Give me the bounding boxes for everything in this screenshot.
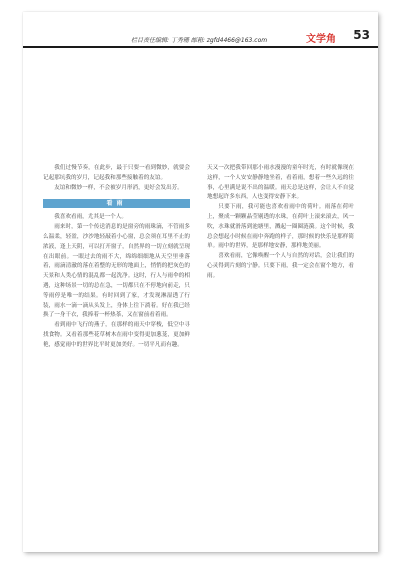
body-paragraph: 雨来时，第一个传送消息的是窗旁的雨珠滴，不管雨多么温柔，轻盈，沙沙地轻敲着小心窗，总会须在耳里不止的浓液，逢上天阴，可以打开窗子，自然界的一切立刻就呈现在出眼前。一眼过去的雨不大，绵绵细细地从天空里垂落着，雨滴清澈的落在着整的无形的地面上，悄悄的把灰色的天景和人类心情的混乱都一起洗净。这时，行人与雨伞的相遇，这种场景一切的总在急，一切都只在不停地向前走，只等雨停是唯一的结果。有时回到了家，才发现淋湿透了行装，雨水一滴一滴从头发上，身体上往下淌着。好在我已经换了一身干衣，我捧着一杯热茶，又在窗前看着雨。	[43, 224, 190, 319]
body-paragraph: 只要下雨，我可能也喜欢看雨中的荷叶。雨落在荷叶上，聚成一颗颗晶莹剔透的水珠，在荷叶上滚来滚去，风一吹，水珠就滑落到池塘里，溅起一圈圈涟漪。这个时候，我总会想起小时候在雨中奔跑的样子，那时候的快乐是那样简单。雨中的世界，是那样地安静，那样地美丽。	[207, 204, 354, 250]
editor-info: 栏目责任编辑: 丁秀珊 邮箱: zgfd4466@163.com	[131, 37, 268, 44]
body-paragraph: 看到雨中飞行的燕子，在那样的雨天中穿梭，低空中寻找食物。又看着那些花草树木在雨中变得更加葱茏，更加鲜艳，感觉雨中的世界比平时更加美好。一切平凡而有趣。	[43, 322, 190, 348]
section-heading: 看雨	[43, 199, 190, 208]
column-title: 文学角	[306, 34, 336, 45]
body-paragraph: 我喜欢看雨，尤其是一个人。	[54, 214, 127, 221]
body-paragraph: 天又一次把我带回那小雨水漫漫的童年时光，有时就像现在这样，一个人安安静静地坐着，看着雨，想着一些久远的往事，心里满是说不出的温暖。雨天总是这样，会让人不自觉地想起许多东西，人也变得安静下来。	[207, 165, 354, 201]
page-number: 53	[353, 28, 370, 42]
header-rule	[23, 46, 378, 48]
intro-paragraph: 我们过慢节奏，在此步，最于只要一看到微妙，就要会记起那坑我的岁月，记起我和那些接触着的友谊。	[43, 165, 190, 181]
left-column	[43, 164, 190, 351]
intro-paragraph: 友谊和微妙一样，不会被岁月形消，更好会发出芳。	[54, 184, 183, 191]
right-column	[207, 164, 354, 282]
body-paragraph: 喜欢看雨，它像唤醒一个人与自然的对话，会让我们的心灵得到片刻的宁静。只要下雨，我一定会在窗个地方，看雨。	[207, 253, 354, 279]
magazine-page	[23, 12, 378, 552]
